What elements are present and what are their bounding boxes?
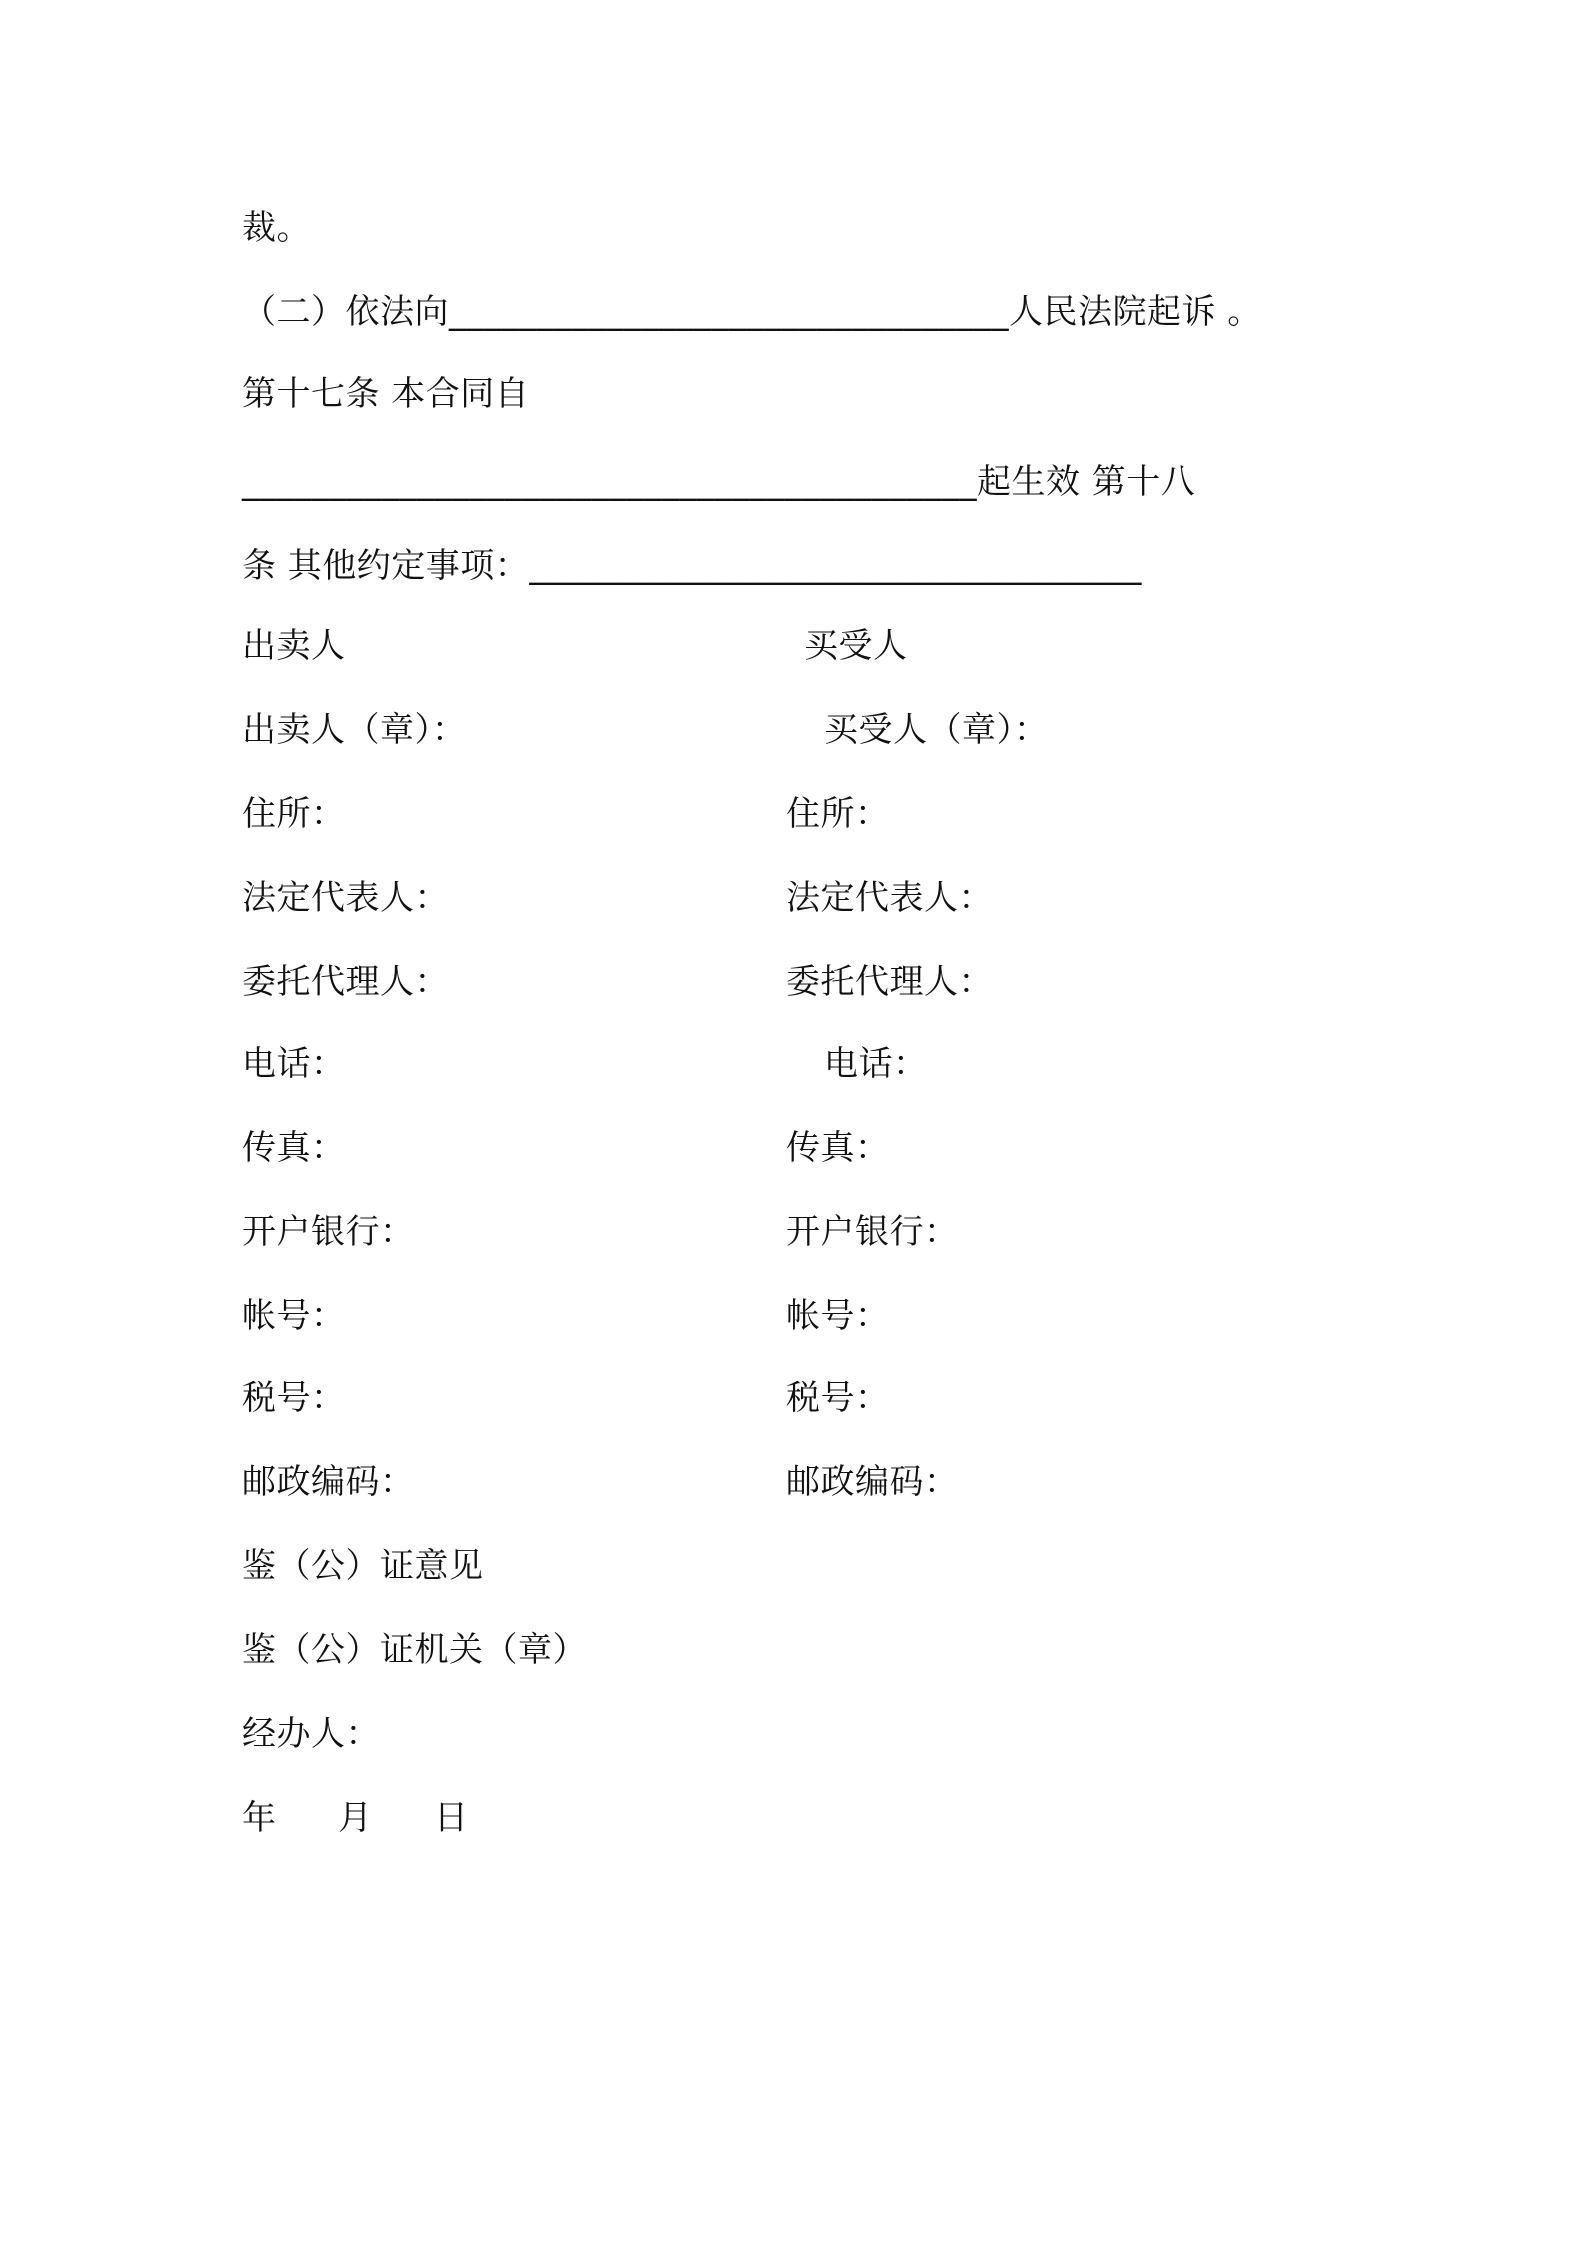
buyer-postal-code: 邮政编码： [786, 1462, 959, 1502]
seller-fax: 传真： [242, 1128, 346, 1168]
seller-postal-code: 邮政编码： [242, 1462, 415, 1502]
paragraph-line-4 [242, 458, 1195, 506]
buyer-phone: 电话： [824, 1044, 928, 1084]
seller-tax-number: 税号： [242, 1378, 346, 1418]
effective-date-blank: __________________________________________ [242, 462, 977, 502]
date-day: 日 [434, 1798, 469, 1838]
notary-authority-seal: 鉴（公）证机关（章） [242, 1630, 587, 1670]
paragraph-line-3 [242, 370, 529, 418]
other-terms-blank: ___________________________________ [529, 546, 1142, 586]
notary-handler: 经办人： [242, 1714, 380, 1754]
court-name-blank: ________________________________ [449, 292, 1009, 332]
buyer-legal-rep: 法定代表人： [786, 878, 993, 918]
line-4-suffix: 起生效 第十八 [977, 462, 1196, 502]
seller-heading: 出卖人 [242, 626, 346, 666]
seller-phone: 电话： [242, 1044, 346, 1084]
buyer-fax: 传真： [786, 1128, 890, 1168]
date-month: 月 [338, 1798, 373, 1838]
seller-address: 住所： [242, 794, 346, 834]
buyer-bank: 开户银行： [786, 1212, 959, 1252]
buyer-agent: 委托代理人： [786, 962, 993, 1002]
paragraph-line-5 [242, 542, 1142, 590]
date-year: 年 [242, 1798, 277, 1838]
seller-account: 帐号： [242, 1296, 346, 1336]
line-1-text: 裁。 [242, 208, 311, 248]
buyer-seal: 买受人（章）： [824, 710, 1049, 750]
seller-bank: 开户银行： [242, 1212, 415, 1252]
buyer-address: 住所： [786, 794, 890, 834]
line-2-prefix: （二）依法向 [242, 292, 449, 332]
seller-legal-rep: 法定代表人： [242, 878, 449, 918]
paragraph-line-2 [242, 288, 1262, 336]
seller-agent: 委托代理人： [242, 962, 449, 1002]
seller-seal: 出卖人（章）： [242, 710, 467, 750]
notary-opinion: 鉴（公）证意见 [242, 1546, 484, 1586]
buyer-tax-number: 税号： [786, 1378, 890, 1418]
line-2-suffix: 人民法院起诉 。 [1009, 292, 1262, 332]
line-5-prefix: 条 其他约定事项： [242, 546, 530, 586]
date-line [242, 1794, 469, 1842]
buyer-account: 帐号： [786, 1296, 890, 1336]
article-17-text: 第十七条 本合同自 [242, 374, 530, 414]
paragraph-line-1 [242, 204, 311, 252]
buyer-heading: 买受人 [804, 626, 908, 666]
